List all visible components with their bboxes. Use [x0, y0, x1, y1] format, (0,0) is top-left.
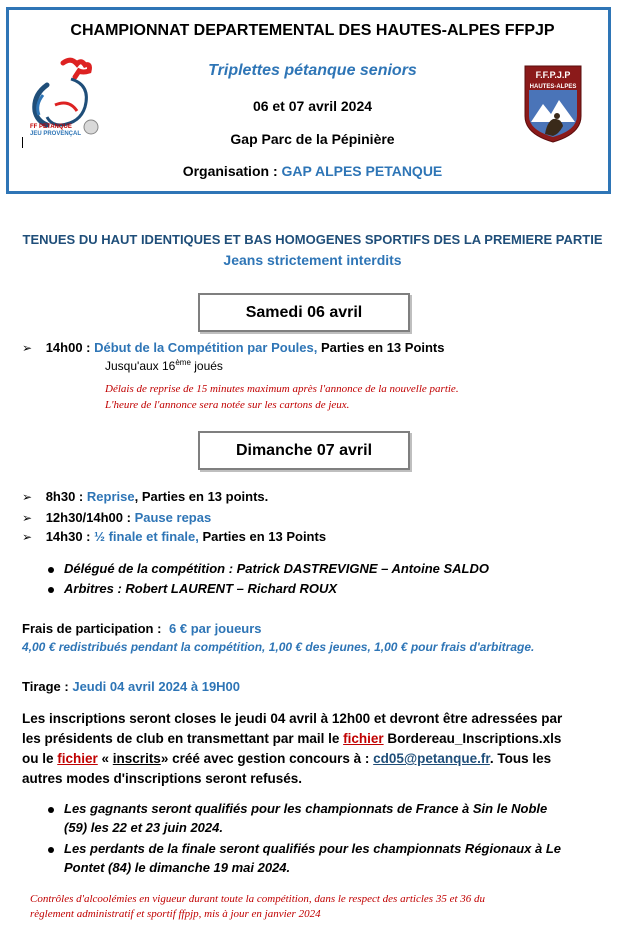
delegate-line: Délégué de la compétition : Patrick DASTREVIGNE – Antoine SALDO — [48, 561, 489, 576]
fees-line: Frais de participation : 6 € par joueurs — [22, 621, 262, 636]
sunday-schedule-item: ➢ 12h30/14h00 : Pause repas — [22, 510, 212, 525]
bordereau-file-link[interactable]: fichier — [343, 731, 384, 746]
organizer-label: Organisation : — [182, 163, 278, 179]
arrow-bullet-icon: ➢ — [22, 490, 33, 504]
page-subtitle: Triplettes pétanque seniors — [208, 62, 417, 79]
jeans-forbidden: Jeans strictement interdits — [223, 252, 402, 268]
bullet-dot-icon — [48, 587, 54, 593]
delay-note: Délais de reprise de 15 minutes maximum après l'annonce de la nouvelle partie. — [105, 383, 459, 395]
ffpjp-logo-text: F.F.P.J.P — [535, 70, 571, 80]
hautes-alpes-logo-text: HAUTES-ALPES — [529, 84, 577, 90]
arrow-bullet-icon: ➢ — [22, 511, 33, 525]
qualification-winners: Les gagnants seront qualifiés pour les championnats de France à Sin le Noble (59) les 22 et 23 juin 2024. — [48, 799, 608, 837]
referees-line: Arbitres : Robert LAURENT – Richard ROUX — [48, 581, 337, 596]
bullet-dot-icon — [48, 807, 54, 813]
qualification-finalists: Les perdants de la finale seront qualifiés pour les championnats Régionaux à Le Pontet (84) le dimanche 19 mai 2024. — [48, 839, 608, 877]
organizer-name: GAP ALPES PETANQUE — [281, 163, 443, 179]
sunday-schedule-item: ➢ 14h30 : ½ finale et finale, Parties en 13 Points — [22, 529, 327, 544]
sunday-heading: Dimanche 07 avril — [198, 431, 410, 470]
dress-code-rule: TENUES DU HAUT IDENTIQUES ET BAS HOMOGENES SPORTIFS DES LA PREMIERE PARTIE — [22, 232, 603, 247]
email-link[interactable]: cd05@petanque.fr — [373, 751, 490, 766]
bullet-dot-icon — [48, 567, 54, 573]
event-location: Gap Parc de la Pépinière — [230, 131, 395, 147]
fees-detail: 4,00 € redistribués pendant la compétition, 1,00 € des jeunes, 1,00 € pour frais d'arbitrage. — [22, 640, 535, 654]
arrow-bullet-icon: ➢ — [22, 341, 33, 355]
registration-paragraph: Les inscriptions seront closes le jeudi 04 avril à 12h00 et devront être adressées par les présidents de club en transmettant par mail le fichier Bordereau_Inscriptions.xls ou le fichier « inscrits» créé avec gestion concours à : cd05@petanque.fr. Tous les autres modes d'inscriptions seront refusés. — [22, 711, 563, 786]
page-title: CHAMPIONNAT DEPARTEMENTAL DES HAUTES-ALPES FFPJP — [70, 22, 555, 39]
draw-line: Tirage : Jeudi 04 avril 2024 à 19H00 — [22, 679, 241, 694]
ff-petanque-logo-text: FF PETANQUE JEU PROVENÇAL — [30, 124, 82, 137]
bullet-dot-icon — [48, 847, 54, 853]
alcohol-control-note: Contrôles d'alcoolémies en vigueur durant toute la compétition, dans le respect des articles 35 et 36 du règlement administratif et sportif ffpjp, mis à jour en janvier 2024 — [30, 893, 486, 920]
organizer-line — [0, 163, 625, 179]
text-cursor — [22, 137, 23, 148]
event-dates: 06 et 07 avril 2024 — [252, 98, 373, 114]
saturday-heading: Samedi 06 avril — [198, 293, 410, 332]
inscrits-link[interactable]: inscrits — [112, 751, 161, 766]
saturday-rounds-note: Jusqu'aux 16ème joués — [105, 358, 223, 373]
saturday-schedule-item: ➢ 14h00 : Début de la Compétition par Poules, Parties en 13 Points — [22, 340, 445, 355]
sunday-schedule-item: ➢ 8h30 : Reprise, Parties en 13 points. — [22, 489, 269, 504]
inscrits-file-link[interactable]: fichier — [57, 751, 98, 766]
arrow-bullet-icon: ➢ — [22, 530, 33, 544]
announce-note: L'heure de l'annonce sera notée sur les cartons de jeux. — [105, 399, 350, 411]
